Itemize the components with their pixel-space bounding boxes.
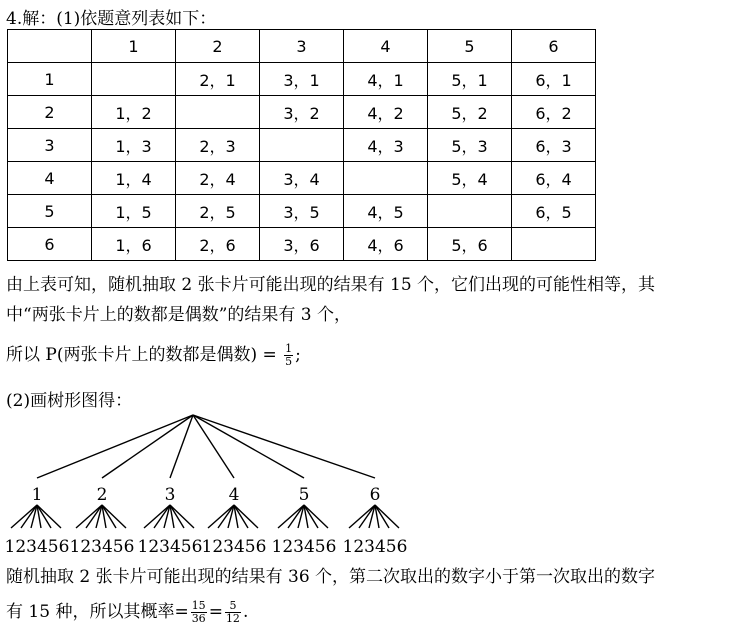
table-cell: 3，4 — [260, 162, 344, 195]
table-cell: 6，1 — [512, 63, 596, 96]
table-cell: 5 — [8, 195, 92, 228]
table-cell: 6，4 — [512, 162, 596, 195]
table-cell: 4，5 — [344, 195, 428, 228]
tree-leaf-labels: 123456 — [69, 537, 135, 557]
table-cell: 3 — [260, 30, 344, 63]
equals-sign: = — [208, 602, 223, 622]
table-cell: 1 — [8, 63, 92, 96]
fraction-denominator: 5 — [285, 355, 293, 368]
paragraph-1-line-2: 中“两张卡片上的数都是偶数”的结果有 3 个， — [6, 305, 352, 325]
table-cell: 2，6 — [176, 228, 260, 261]
tree-node-label: 4 — [228, 485, 240, 505]
probability-2-suffix: . — [242, 602, 249, 622]
table-cell: 6 — [512, 30, 596, 63]
table-cell: 4 — [8, 162, 92, 195]
probability-1-suffix: ; — [295, 345, 301, 365]
table-cell: 5 — [428, 30, 512, 63]
table-cell: 4，3 — [344, 129, 428, 162]
table-cell: 2 — [176, 30, 260, 63]
table-cell: 1，4 — [92, 162, 176, 195]
table-cell: 6，3 — [512, 129, 596, 162]
table-cell: 4 — [344, 30, 428, 63]
fraction-numerator: 1 — [285, 342, 293, 355]
table-cell: 1，6 — [92, 228, 176, 261]
tree-node-label: 1 — [31, 485, 43, 505]
table-cell: 2，5 — [176, 195, 260, 228]
paragraph-1-line-1: 由上表可知，随机抽取 2 张卡片可能出现的结果有 15 个，它们出现的可能性相等，其 — [6, 275, 656, 295]
tree-branch — [193, 415, 304, 478]
table-cell: 5，2 — [428, 96, 512, 129]
table-cell: 3，1 — [260, 63, 344, 96]
tree-node-label: 2 — [96, 485, 108, 505]
solution-heading: 4.解：(1)依题意列表如下： — [6, 9, 217, 29]
table-cell: 5，4 — [428, 162, 512, 195]
fraction-5-12 — [225, 600, 241, 625]
tree-leaf-labels: 123456 — [271, 537, 337, 557]
table-cell: 2，3 — [176, 129, 260, 162]
paragraph-2-line-1: 随机抽取 2 张卡片可能出现的结果有 36 个，第二次取出的数字小于第一次取出的数字 — [6, 567, 656, 587]
probability-statement-2 — [6, 597, 248, 625]
tree-leaf-labels: 123456 — [137, 537, 203, 557]
table-cell: 6，2 — [512, 96, 596, 129]
table-cell: 4，2 — [344, 96, 428, 129]
table-cell: 1，3 — [92, 129, 176, 162]
tree-leaf-labels: 123456 — [201, 537, 267, 557]
table-cell: 1 — [92, 30, 176, 63]
table-cell: 4，1 — [344, 63, 428, 96]
tree-branch — [193, 415, 234, 478]
table-cell: 2，1 — [176, 63, 260, 96]
fraction-numerator: 5 — [225, 600, 241, 613]
table-cell: 6，5 — [512, 195, 596, 228]
fraction-denominator: 36 — [191, 612, 206, 625]
table-cell: 6 — [8, 228, 92, 261]
table-cell: 1，5 — [92, 195, 176, 228]
table-cell: 1，2 — [92, 96, 176, 129]
tree-node-label: 5 — [298, 485, 310, 505]
table-cell: 2，4 — [176, 162, 260, 195]
table-cell: 5，1 — [428, 63, 512, 96]
tree-node-label: 3 — [164, 485, 176, 505]
tree-branch — [193, 415, 375, 478]
table-cell: 3 — [8, 129, 92, 162]
tree-node-label: 6 — [369, 485, 381, 505]
table-cell: 5，6 — [428, 228, 512, 261]
probability-2-prefix: 有 15 种，所以其概率= — [6, 602, 189, 622]
table-cell: 3，2 — [260, 96, 344, 129]
probability-1-prefix: 所以 P(两张卡片上的数都是偶数) = — [6, 345, 283, 365]
table-cell: 2 — [8, 96, 92, 129]
table-cell: 3，5 — [260, 195, 344, 228]
part-2-heading: (2)画树形图得： — [6, 391, 133, 411]
tree-leaf-labels: 123456 — [4, 537, 70, 557]
fraction-15-36 — [191, 600, 207, 625]
tree-leaf-labels: 123456 — [342, 537, 408, 557]
table-cell: 4，6 — [344, 228, 428, 261]
table-cell: 5，3 — [428, 129, 512, 162]
tree-branch — [170, 415, 193, 478]
fraction-numerator: 15 — [191, 599, 206, 612]
fraction-denominator: 12 — [225, 612, 240, 625]
table-cell: 3，6 — [260, 228, 344, 261]
